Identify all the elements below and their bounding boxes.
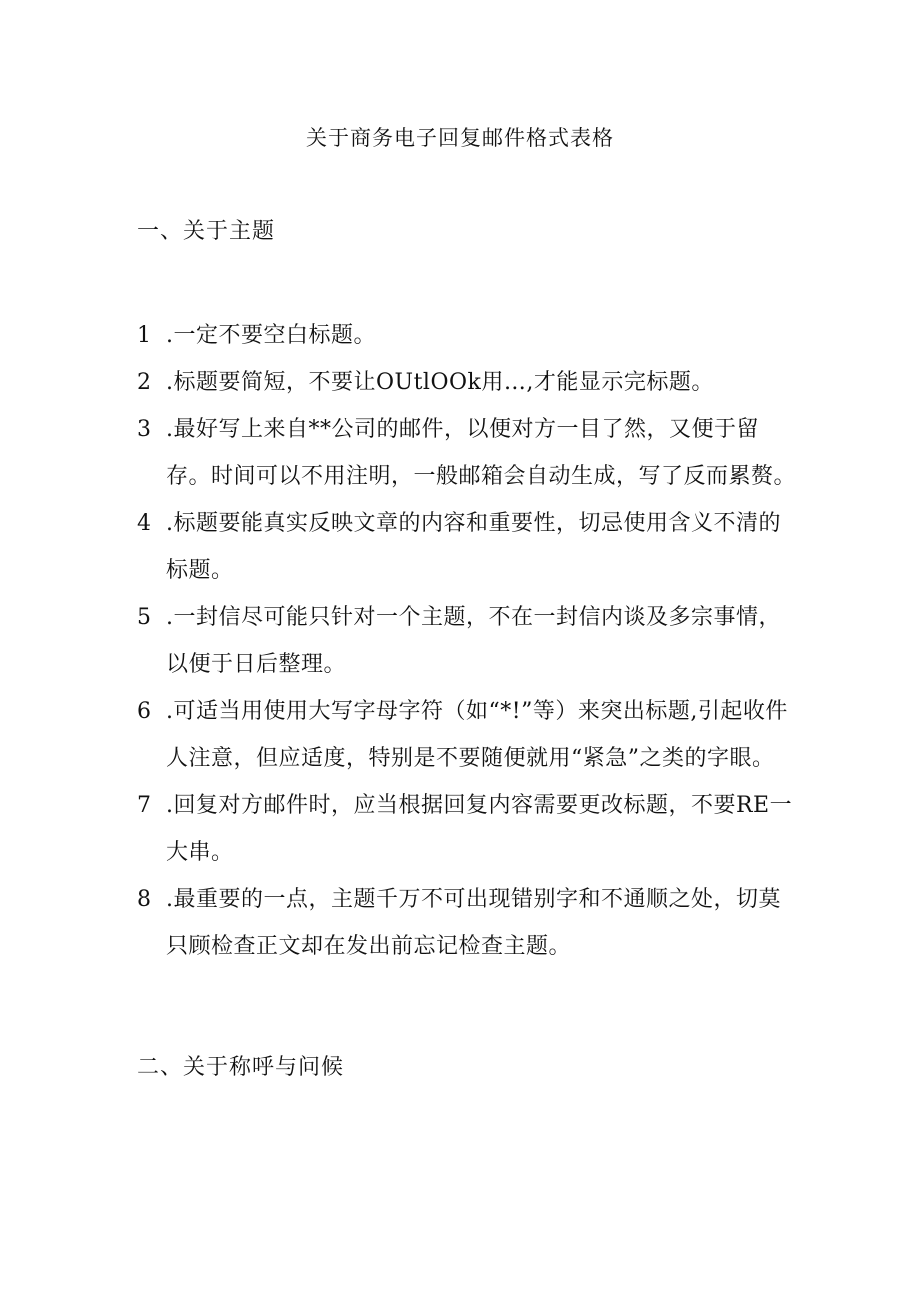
subject-rules-list bbox=[137, 312, 797, 970]
item-number: 3 bbox=[137, 417, 152, 442]
list-item bbox=[137, 312, 797, 359]
list-item bbox=[137, 500, 797, 594]
list-item bbox=[137, 406, 797, 500]
item-text: .一封信尽可能只针对一个主题，不在一封信内谈及多宗事情，以便于日后整理。 bbox=[166, 605, 781, 677]
item-text: .最好写上来自**公司的邮件，以便对方一目了然，又便于留存。时间可以不用注明，一般邮箱会自动生成，写了反而累赘。 bbox=[166, 417, 797, 489]
item-text: .最重要的一点，主题千万不可出现错别字和不通顺之处，切莫只顾检查正文却在发出前忘记检查主题。 bbox=[166, 887, 781, 959]
item-text: .标题要简短，不要让OUtlOOk用…,才能显示完标题。 bbox=[166, 370, 714, 395]
item-text: .标题要能真实反映文章的内容和重要性，切忌使用含义不清的标题。 bbox=[166, 511, 781, 583]
list-item bbox=[137, 594, 797, 688]
item-text: .回复对方邮件时，应当根据回复内容需要更改标题，不要RE一大串。 bbox=[166, 793, 793, 865]
item-number: 1 bbox=[137, 323, 152, 348]
item-number: 7 bbox=[137, 793, 152, 818]
item-number: 6 bbox=[137, 699, 152, 724]
list-item bbox=[137, 359, 797, 406]
list-item bbox=[137, 876, 797, 970]
list-item bbox=[137, 688, 797, 782]
list-item bbox=[137, 782, 797, 876]
item-number: 5 bbox=[137, 605, 152, 630]
item-number: 2 bbox=[137, 370, 152, 395]
item-text: .可适当用使用大写字母字符（如“*!”等）来突出标题,引起收件人注意，但应适度，特别是不要随便就用“紧急”之类的字眼。 bbox=[166, 699, 788, 771]
item-text: .一定不要空白标题。 bbox=[166, 323, 376, 348]
section-heading-subject: 一、关于主题 bbox=[137, 219, 276, 244]
page-title: 关于商务电子回复邮件格式表格 bbox=[306, 126, 614, 150]
section-heading-greeting: 二、关于称呼与问候 bbox=[137, 1055, 345, 1080]
item-number: 4 bbox=[137, 511, 152, 536]
item-number: 8 bbox=[137, 887, 152, 912]
